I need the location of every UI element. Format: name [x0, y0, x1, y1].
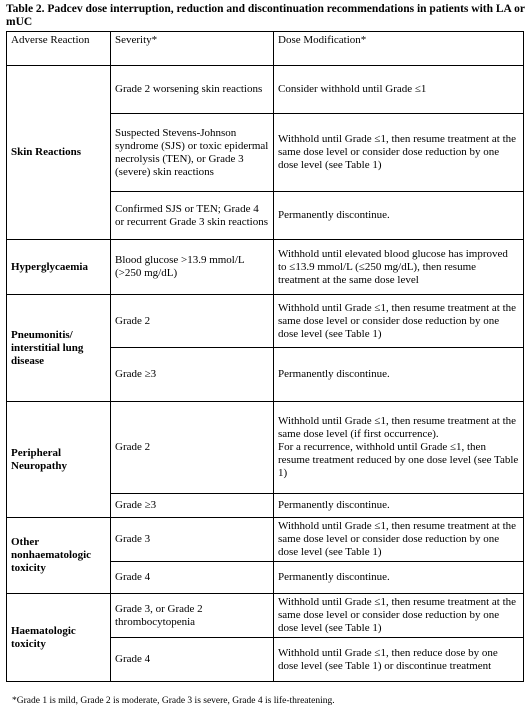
table-row: [7, 295, 524, 348]
table-row: [7, 594, 524, 638]
modification-cell: Permanently discontinue.: [274, 192, 524, 240]
severity-cell: Grade 2: [111, 295, 274, 348]
table-row: [7, 66, 524, 114]
table-row: [7, 240, 524, 295]
severity-cell: Grade 3: [111, 518, 274, 562]
header-severity: Severity*: [111, 32, 274, 66]
modification-cell: Permanently discontinue.: [274, 562, 524, 594]
table-row: [7, 518, 524, 562]
modification-cell: Withhold until Grade ≤1, then resume treatment at the same dose level or consider dose reduction by one dose level (see Table 1): [274, 295, 524, 348]
reaction-peripheral-neuropathy: Peripheral Neuropathy: [7, 402, 111, 518]
modification-cell: [274, 402, 524, 494]
dose-modification-table: [6, 31, 524, 682]
severity-cell: Blood glucose >13.9 mmol/L (>250 mg/dL): [111, 240, 274, 295]
severity-cell: Suspected Stevens-Johnson syndrome (SJS) or toxic epidermal necrolysis (TEN), or Grade 3 (severe) skin reactions: [111, 114, 274, 192]
modification-recurrence-text: For a recurrence, withhold until Grade ≤1, then resume treatment reduced by one dose level (see Table 1): [278, 441, 519, 479]
modification-cell: Withhold until elevated blood glucose has improved to ≤13.9 mmol/L (≤250 mg/dL), then resume treatment at the same dose level: [274, 240, 524, 295]
modification-cell: Permanently discontinue.: [274, 348, 524, 402]
severity-cell: Grade 4: [111, 562, 274, 594]
reaction-hyperglycaemia: Hyperglycaemia: [7, 240, 111, 295]
modification-cell: Permanently discontinue.: [274, 494, 524, 518]
severity-cell: Grade 2: [111, 402, 274, 494]
table-header-row: [7, 32, 524, 66]
footnote: *Grade 1 is mild, Grade 2 is moderate, Grade 3 is severe, Grade 4 is life-threatening.: [12, 696, 335, 706]
modification-cell: Withhold until Grade ≤1, then reduce dose by one dose level (see Table 1) or discontinue treatment: [274, 638, 524, 682]
reaction-skin-reactions: Skin Reactions: [7, 66, 111, 240]
header-dose-modification: Dose Modification*: [274, 32, 524, 66]
reaction-other-nonhaematologic: Other nonhaematologic toxicity: [7, 518, 111, 594]
modification-cell: Withhold until Grade ≤1, then resume treatment at the same dose level or consider dose reduction by one dose level (see Table 1): [274, 114, 524, 192]
reaction-pneumonitis: Pneumonitis/ interstitial lung disease: [7, 295, 111, 402]
severity-cell: Grade 2 worsening skin reactions: [111, 66, 274, 114]
table-title: Table 2. Padcev dose interruption, reduction and discontinuation recommendations in patients with LA or mUC: [6, 3, 525, 28]
modification-cell: Consider withhold until Grade ≤1: [274, 66, 524, 114]
header-adverse-reaction: Adverse Reaction: [7, 32, 111, 66]
severity-cell: Grade 4: [111, 638, 274, 682]
table-row: [7, 402, 524, 494]
severity-cell: Grade ≥3: [111, 494, 274, 518]
severity-cell: Confirmed SJS or TEN; Grade 4 or recurrent Grade 3 skin reactions: [111, 192, 274, 240]
modification-cell: Withhold until Grade ≤1, then resume treatment at the same dose level or consider dose reduction by one dose level (see Table 1): [274, 594, 524, 638]
severity-cell: Grade ≥3: [111, 348, 274, 402]
severity-cell: Grade 3, or Grade 2 thrombocytopenia: [111, 594, 274, 638]
modification-cell: Withhold until Grade ≤1, then resume treatment at the same dose level or consider dose reduction by one dose level (see Table 1): [274, 518, 524, 562]
reaction-haematologic: Haematologic toxicity: [7, 594, 111, 682]
modification-text: Withhold until Grade ≤1, then resume treatment at the same dose level (if first occurrence).: [278, 415, 517, 440]
